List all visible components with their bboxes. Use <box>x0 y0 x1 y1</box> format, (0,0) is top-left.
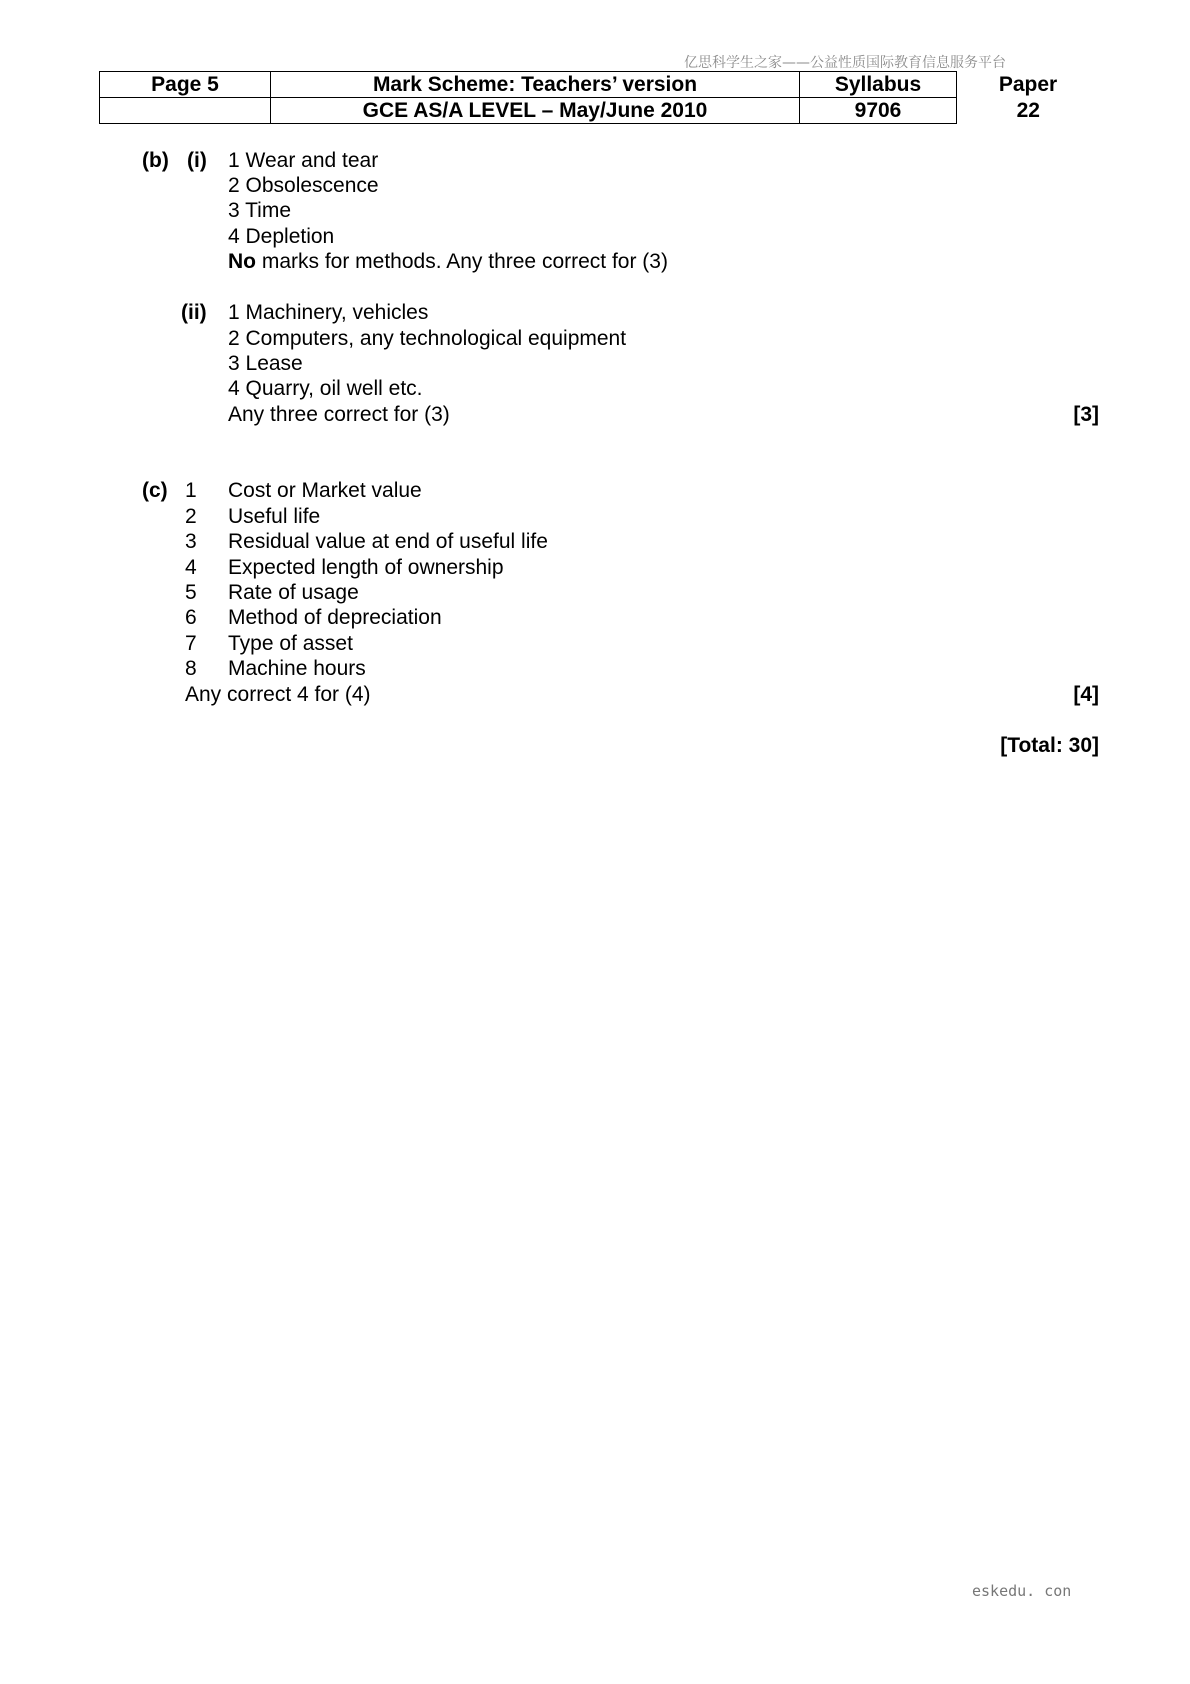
part-b-label: (b) <box>142 149 169 172</box>
syllabus-code: 9706 <box>800 98 957 124</box>
list-item: 2 Computers, any technological equipment <box>228 327 627 350</box>
item-number: 8 <box>185 657 197 680</box>
list-item: Expected length of ownership <box>228 556 504 579</box>
list-item: Rate of usage <box>228 581 359 604</box>
list-item: 1 Wear and tear <box>228 149 379 172</box>
list-item: Cost or Market value <box>228 479 422 502</box>
page-number: Page 5 <box>100 72 271 98</box>
syllabus-label: Syllabus <box>800 72 957 98</box>
watermark-text: 亿思科学生之家——公益性质国际教育信息服务平台 <box>684 55 1006 71</box>
marking-note: Any three correct for (3) <box>228 403 450 426</box>
list-item: 3 Time <box>228 199 292 222</box>
list-item: Machine hours <box>228 657 366 680</box>
item-number: 7 <box>185 632 197 655</box>
item-number: 6 <box>185 606 197 629</box>
list-item: 2 Obsolescence <box>228 174 379 197</box>
document-title: Mark Scheme: Teachers’ version <box>271 72 800 98</box>
marking-note: Any correct 4 for (4) <box>185 683 371 706</box>
note-text: marks for methods. Any three correct for (3) <box>256 250 668 273</box>
subpart-i-label: (i) <box>187 149 207 172</box>
total-marks: [Total: 30] <box>1000 734 1099 757</box>
list-item: 1 Machinery, vehicles <box>228 301 429 324</box>
header-table <box>99 71 1100 124</box>
list-item: 4 Quarry, oil well etc. <box>228 377 423 400</box>
paper-number: 22 <box>1016 99 1040 122</box>
empty-cell <box>100 98 271 124</box>
list-item: Residual value at end of useful life <box>228 530 548 553</box>
list-item: Type of asset <box>228 632 353 655</box>
list-item: 3 Lease <box>228 352 303 375</box>
part-c-label: (c) <box>142 479 168 502</box>
note-emphasis: No <box>228 250 256 273</box>
mark-allocation: [4] <box>1073 683 1099 706</box>
list-item: 4 Depletion <box>228 225 335 248</box>
marking-note <box>228 249 668 275</box>
paper-label: Paper <box>998 73 1058 96</box>
item-number: 3 <box>185 530 197 553</box>
list-item: Method of depreciation <box>228 606 442 629</box>
subpart-ii-label: (ii) <box>181 301 207 324</box>
item-number: 5 <box>185 581 197 604</box>
item-number: 2 <box>185 505 197 528</box>
item-number: 1 <box>185 479 197 502</box>
exam-session: GCE AS/A LEVEL – May/June 2010 <box>271 98 800 124</box>
mark-allocation: [3] <box>1073 403 1099 426</box>
item-number: 4 <box>185 556 197 579</box>
list-item: Useful life <box>228 505 321 528</box>
footer-watermark: eskedu. con <box>972 1582 1072 1600</box>
